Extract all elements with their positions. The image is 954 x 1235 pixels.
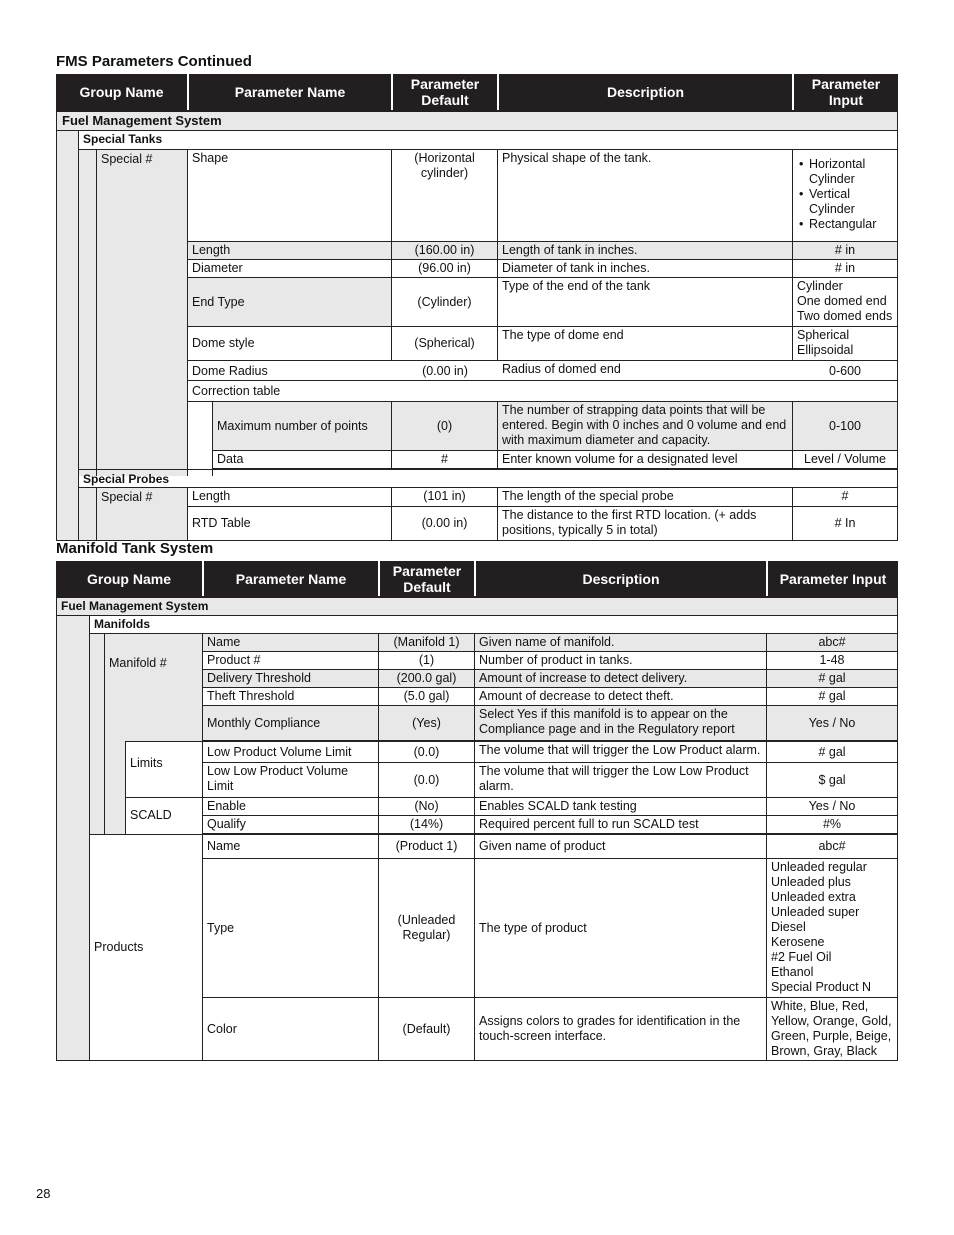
param-default: (Cylinder) (392, 278, 498, 327)
param-description: Diameter of tank in inches. (498, 260, 793, 278)
param-input: # gal (767, 688, 897, 706)
param-input: Level / Volume (793, 451, 897, 469)
param-input: # (793, 488, 897, 507)
param-input (767, 859, 897, 998)
param-description: The volume that will trigger the Low Product alarm. (475, 741, 767, 763)
param-default: # (392, 451, 498, 469)
header-parameter-name: Parameter Name (187, 74, 391, 110)
param-name: Name (203, 834, 379, 859)
group-scald: SCALD (126, 798, 203, 834)
table-body (56, 112, 898, 541)
param-name: Delivery Threshold (203, 670, 379, 688)
param-name: Dome style (188, 327, 392, 361)
header-parameter-input: Parameter Input (792, 74, 898, 110)
param-description: Length of tank in inches. (498, 242, 793, 260)
param-name: Qualify (203, 816, 379, 834)
indent-band (57, 616, 90, 1060)
param-default: (0.0) (379, 741, 475, 763)
fms-parameters-table (56, 74, 898, 541)
param-default: (Product 1) (379, 834, 475, 859)
param-description: Select Yes if this manifold is to appear on the Compliance page and in the Regulatory report (475, 706, 767, 741)
param-name: Length (188, 242, 392, 260)
table-body (56, 598, 898, 1061)
param-input: White, Blue, Red, Yellow, Orange, Gold, Green, Purple, Beige, Brown, Gray, Black (771, 999, 892, 1058)
header-group-name: Group Name (86, 570, 171, 587)
param-input: 0-100 (793, 402, 897, 451)
param-input (793, 327, 897, 361)
page-number: 28 (36, 1186, 51, 1201)
param-default: (160.00 in) (392, 242, 498, 260)
param-default: (96.00 in) (392, 260, 498, 278)
param-default: (Spherical) (392, 327, 498, 361)
param-name: Theft Threshold (203, 688, 379, 706)
param-name: Name (203, 634, 379, 652)
param-description: Amount of increase to detect delivery. (475, 670, 767, 688)
group-special-number: Special # (97, 488, 188, 540)
manifold-parameters-table (56, 561, 898, 1061)
param-name: Correction table (188, 381, 897, 402)
param-name: Product # (203, 652, 379, 670)
param-name: Monthly Compliance (203, 706, 379, 741)
param-default: (1) (379, 652, 475, 670)
param-name: Low Product Volume Limit (203, 741, 379, 763)
input-option: Two domed ends (797, 309, 893, 323)
section-title-manifold: Manifold Tank System (56, 540, 214, 557)
header-parameter-default: Parameter Default (391, 74, 497, 110)
param-description: Number of product in tanks. (475, 652, 767, 670)
group-limits: Limits (126, 741, 203, 798)
input-option: • Vertical Cylinder (809, 187, 893, 217)
param-default: (0.00 in) (392, 507, 498, 540)
param-description: The number of strapping data points that will be entered. Begin with 0 inches and 0 volume and end with maximum diameter and capacity. (498, 402, 793, 451)
param-description: Type of the end of the tank (498, 278, 793, 327)
header-description: Description (474, 561, 766, 596)
indent-band (57, 131, 79, 540)
param-default: (5.0 gal) (379, 688, 475, 706)
param-name: Low Low Product Volume Limit (203, 763, 379, 798)
input-option: Ethanol (771, 965, 814, 979)
param-name: Dome Radius (188, 361, 392, 381)
param-description: The length of the special probe (498, 488, 793, 507)
param-description: Given name of manifold. (475, 634, 767, 652)
param-default: (No) (379, 798, 475, 816)
indent-spacer (188, 402, 213, 476)
param-name: Maximum number of points (213, 402, 392, 451)
input-option: Unleaded regular (771, 860, 867, 874)
param-name: Data (213, 451, 392, 469)
param-description: The type of dome end (498, 327, 793, 361)
header-group-name: Group Name (79, 84, 164, 100)
param-description: The distance to the first RTD location. (+ adds positions, typically 5 in total) (498, 507, 793, 540)
param-input: # gal (767, 670, 897, 688)
param-description: Given name of product (475, 834, 767, 859)
param-input (793, 150, 897, 242)
param-input: abc# (767, 834, 897, 859)
indent-band (79, 150, 97, 476)
param-input: # In (834, 516, 856, 530)
input-option: Kerosene (771, 935, 825, 949)
group-manifold-number: Manifold # (109, 656, 167, 670)
param-description: Assigns colors to grades for identification in the touch-screen interface. (475, 998, 767, 1060)
param-name: Enable (203, 798, 379, 816)
param-input: # in (793, 260, 897, 278)
input-option: Unleaded super (771, 905, 860, 919)
param-default: (0) (392, 402, 498, 451)
param-input: #% (767, 816, 897, 834)
indent-band (90, 634, 105, 834)
param-description: Required percent full to run SCALD test (475, 816, 767, 834)
param-name: Shape (188, 150, 392, 242)
input-option: Special Product N (771, 980, 872, 994)
param-input: # gal (767, 741, 897, 763)
param-name: Type (203, 859, 379, 998)
header-parameter-input: Parameter Input (766, 561, 898, 596)
group-row-fuel-management: Fuel Management System (57, 112, 897, 131)
input-option: One domed end (797, 294, 887, 308)
param-input: 0-600 (793, 361, 897, 381)
param-default: (200.0 gal) (379, 670, 475, 688)
table-header (56, 74, 898, 112)
header-parameter-default: Parameter Default (378, 561, 474, 596)
param-name: RTD Table (188, 507, 392, 540)
input-option: Unleaded extra (771, 890, 856, 904)
table-header (56, 561, 898, 598)
group-products: Products (90, 834, 203, 1060)
header-parameter-name: Parameter Name (202, 561, 378, 596)
input-option: Spherical (797, 328, 850, 342)
param-name: Length (188, 488, 392, 507)
param-default: (Manifold 1) (379, 634, 475, 652)
param-description: Amount of decrease to detect theft. (475, 688, 767, 706)
subgroup-special-tanks: Special Tanks (79, 131, 897, 150)
param-default: (0.00 in) (392, 361, 498, 381)
param-description: Physical shape of the tank. (498, 150, 793, 242)
param-default: (Yes) (379, 706, 475, 741)
param-default: (0.0) (379, 763, 475, 798)
input-option: Ellipsoidal (797, 343, 854, 357)
param-default: (Unleaded Regular) (379, 859, 475, 998)
header-description: Description (497, 74, 792, 110)
param-default: (Default) (379, 998, 475, 1060)
param-input: # in (793, 242, 897, 260)
param-description: The type of product (475, 859, 767, 998)
input-option: • Horizontal Cylinder (809, 157, 893, 187)
indent-band (79, 488, 97, 540)
param-name: Color (203, 998, 379, 1060)
input-option: #2 Fuel Oil (771, 950, 832, 964)
subgroup-special-probes: Special Probes (79, 469, 897, 488)
input-option: Diesel (771, 920, 806, 934)
param-input: Yes / No (767, 706, 897, 741)
group-row-fuel-management: Fuel Management System (57, 598, 897, 616)
param-input: $ gal (767, 763, 897, 798)
param-description: The volume that will trigger the Low Low Product alarm. (475, 763, 767, 798)
input-option: Cylinder (797, 279, 843, 293)
input-option: • Rectangular (809, 217, 893, 232)
param-description: Radius of domed end (498, 361, 793, 381)
param-name: End Type (188, 278, 392, 327)
param-input: 1-48 (767, 652, 897, 670)
subgroup-manifolds: Manifolds (90, 616, 897, 634)
param-description: Enter known volume for a designated level (498, 451, 793, 469)
param-name: Diameter (188, 260, 392, 278)
param-default: (14%) (379, 816, 475, 834)
param-description: Enables SCALD tank testing (475, 798, 767, 816)
param-input: abc# (767, 634, 897, 652)
group-special-number: Special # (97, 150, 188, 476)
param-input: Yes / No (767, 798, 897, 816)
input-option: Unleaded plus (771, 875, 851, 889)
indent-band (105, 741, 126, 834)
section-title-fms: FMS Parameters Continued (56, 53, 252, 70)
param-default: (Horizontal cylinder) (392, 150, 498, 242)
param-input (793, 278, 897, 327)
param-default: (101 in) (392, 488, 498, 507)
